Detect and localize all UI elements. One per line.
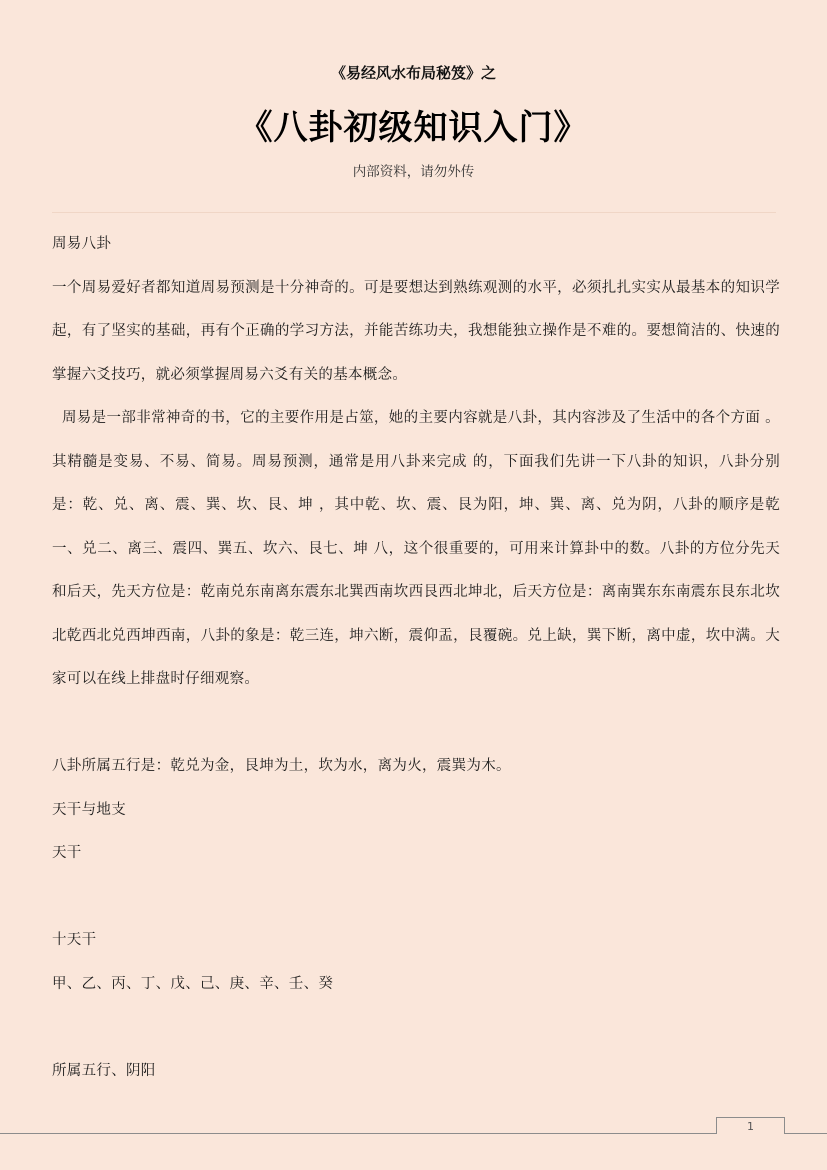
blank-line (52, 876, 780, 920)
five-elements-paragraph: 八卦所属五行是：乾兑为金，艮坤为土，坎为水，离为火，震巽为木。 (52, 758, 511, 774)
section-heading-bagua: 周易八卦 (52, 236, 112, 252)
section-heading-elements-yinyang: 所属五行、阴阳 (52, 1062, 156, 1079)
footer-rule-left (0, 1133, 716, 1134)
blank-line (52, 702, 780, 746)
series-title: 《易经风水布局秘笈》之 (330, 64, 496, 82)
section-heading-stems-branches: 天干与地支 (52, 801, 126, 818)
section-heading-stems: 天干 (52, 845, 82, 861)
footer-rule-right (784, 1133, 827, 1134)
ten-stems-list: 甲、乙、丙、丁、戊、己、庚、辛、壬、癸 (52, 975, 334, 992)
document-body (52, 223, 780, 1093)
blank-line (52, 1006, 780, 1050)
page-number: 1 (716, 1117, 785, 1134)
intro-paragraph: 一个周易爱好者都知道周易预测是十分神奇的。可是要想达到熟练观测的水平，必须扎扎实实从最基本的知识学起，有了坚实的基础，再有个正确的学习方法，并能苦练功夫，我想能独立操作是不难的。要想简洁的、快速的掌握六爻技巧，就必须掌握周易六爻有关的基本概念。 (52, 279, 780, 383)
section-heading-ten-stems: 十天干 (52, 932, 97, 948)
confidentiality-subtitle: 内部资料，请勿外传 (352, 164, 475, 180)
document-title: 《八卦初级知识入门》 (238, 108, 589, 148)
bagua-paragraph: 周易是一部非常神奇的书，它的主要作用是占筮，她的主要内容就是八卦，其内容涉及了生活中的各个方面 。其精髓是变易、不易、简易。周易预测，通常是用八卦来完成 的，下面我们先讲一下八卦的知识，八卦分别是：乾、兑、离、震、巽、坎、艮、坤 ，其中乾、坎、震、艮为阳，坤、巽、离、兑为阴，八卦的顺序是乾一、兑二、离三、震四、巽五、坎六、艮七、坤 八，这个很重要的，可用来计算卦中的数。八卦的方位分先天和后天，先天方位是：乾南兑东南离东震东北巽西南坎西艮西北坤北，后天方位是：离南巽东东南震东艮东北坎北乾西北兑西坤西南，八卦的象是：乾三连，坤六断，震仰盂，艮覆碗。兑上缺，巽下断，离中虚，坎中满。大家可以在线上排盘时仔细观察。 (52, 410, 780, 687)
header-divider (52, 212, 776, 213)
